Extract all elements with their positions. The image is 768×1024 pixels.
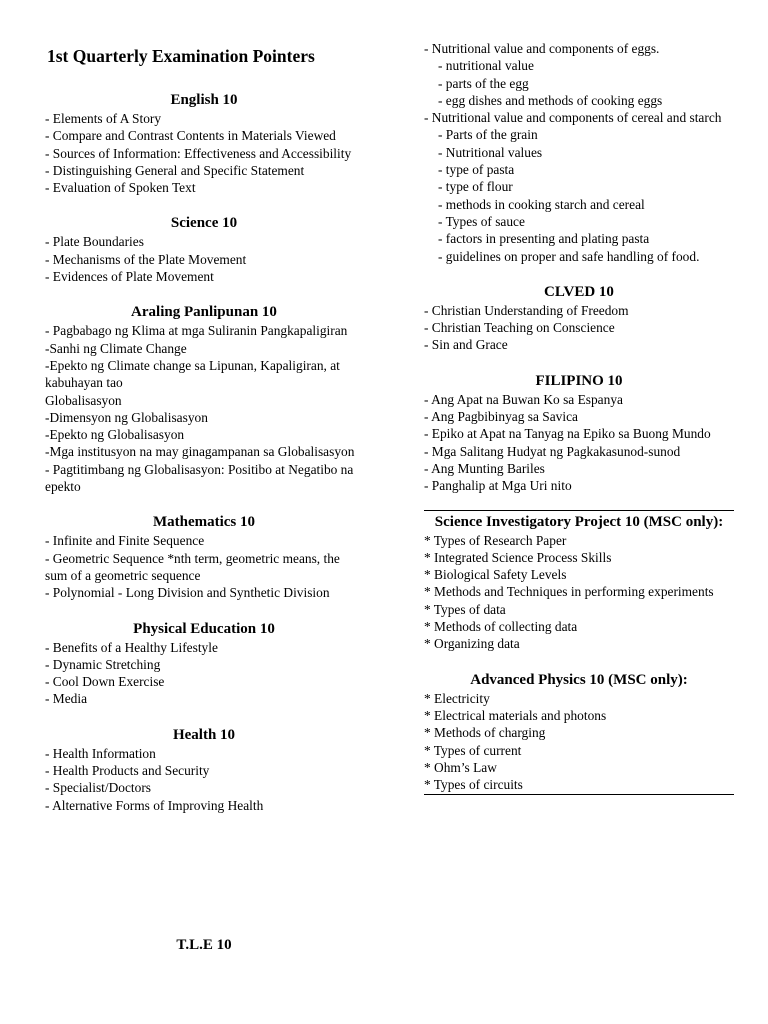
topic-item: - Infinite and Finite Sequence — [45, 533, 205, 549]
topic-item: - Benefits of a Healthy Lifestyle — [45, 639, 218, 655]
topic-item: * Types of current — [424, 742, 522, 758]
subtopic-item: - type of pasta — [438, 162, 515, 178]
section-physical-education — [45, 619, 363, 708]
topic-item: - Mga Salitang Hudyat ng Pagkakasunod-sunod — [424, 443, 681, 459]
section-clved — [424, 282, 734, 354]
topic-item: * Biological Safety Levels — [424, 567, 567, 583]
topic-list — [45, 110, 363, 196]
topic-item: * Methods of collecting data — [424, 619, 578, 635]
topic-item: - Specialist/Doctors — [45, 780, 151, 796]
topic-item: - Epiko at Apat na Tanyag na Epiko sa Buong Mundo — [424, 426, 711, 442]
subtopic-item: - egg dishes and methods of cooking eggs — [438, 92, 663, 108]
section-filipino — [424, 371, 734, 495]
topic-item: - Ang Pagbibinyag sa Savica — [424, 409, 578, 425]
topic-item: - Pagbabago ng Klima at mga Suliranin Pangkapaligiran — [45, 323, 348, 339]
topic-item: -Mga institusyon na may ginagampanan sa Globalisasyon — [45, 444, 355, 460]
section-heading: Araling Panlipunan 10 — [131, 304, 277, 321]
topic-item: - Ang Apat na Buwan Ko sa Espanya — [424, 391, 623, 407]
section-heading: T.L.E 10 — [176, 937, 232, 953]
topic-item: * Types of circuits — [424, 777, 523, 793]
tle-topic-list — [424, 40, 734, 265]
topic-item: - Sources of Information: Effectiveness and Accessibility — [45, 145, 352, 161]
subtopic-item: - Nutritional values — [438, 144, 543, 160]
subtopic-item: - nutritional value — [438, 58, 534, 74]
topic-item: - Panghalip at Mga Uri nito — [424, 478, 572, 494]
topic-item: * Types of Research Paper — [424, 532, 567, 548]
topic-list — [45, 745, 363, 814]
topic-item: - Cool Down Exercise — [45, 674, 165, 690]
document-title: 1st Quarterly Examination Pointers — [47, 46, 315, 66]
topic-item: - Dynamic Stretching — [45, 656, 161, 672]
topic-item: - Christian Teaching on Conscience — [424, 320, 615, 336]
topic-list — [424, 690, 734, 794]
topic-list — [45, 532, 363, 601]
topic-list — [424, 532, 734, 653]
topic-item: -Epekto ng Climate change sa Lipunan, Kapaligiran, at kabuhayan tao — [45, 357, 340, 391]
section-araling-panlipunan — [45, 302, 363, 495]
topic-item: * Types of data — [424, 601, 506, 617]
topic-item: * Electricity — [424, 690, 490, 706]
topic-item: - Evidences of Plate Movement — [45, 269, 214, 285]
topic-item: -Epekto ng Globalisasyon — [45, 427, 185, 443]
section-science — [45, 213, 363, 285]
topic-item: - Christian Understanding of Freedom — [424, 302, 629, 318]
topic-list — [45, 639, 363, 708]
section-heading: Science Investigatory Project 10 (MSC only): — [434, 513, 724, 530]
topic-item: - Mechanisms of the Plate Movement — [45, 251, 247, 267]
subtopic-item: - type of flour — [438, 179, 513, 195]
topic-item: * Electrical materials and photons — [424, 707, 607, 723]
topic-item: - Compare and Contrast Contents in Materials Viewed — [45, 128, 336, 144]
section-tle — [45, 935, 363, 955]
topic-item: Globalisasyon — [45, 392, 122, 408]
topic-item: - Health Products and Security — [45, 763, 210, 779]
section-heading: Physical Education 10 — [133, 620, 275, 637]
topic-item: - Ang Munting Bariles — [424, 460, 545, 476]
topic-list — [45, 233, 363, 285]
subtopic-item: - Types of sauce — [438, 213, 525, 229]
subtopic-item: - parts of the egg — [438, 75, 529, 91]
section-science-investigatory-project — [424, 510, 734, 653]
topic-item: - Nutritional value and components of cereal and starch — [424, 110, 722, 126]
topic-item: * Integrated Science Process Skills — [424, 549, 612, 565]
topic-item: - Media — [45, 691, 88, 707]
section-heading: Science 10 — [170, 215, 238, 232]
topic-item: - Elements of A Story — [45, 111, 162, 126]
section-heading: English 10 — [170, 92, 238, 108]
subtopic-item: - Parts of the grain — [438, 127, 538, 143]
topic-item: - Geometric Sequence *nth term, geometric means, the sum of a geometric sequence — [45, 550, 340, 583]
topic-item: - Evaluation of Spoken Text — [45, 180, 196, 196]
subtopic-item: - guidelines on proper and safe handling of food. — [438, 248, 700, 264]
section-english — [45, 90, 363, 196]
subtopic-item: - methods in cooking starch and cereal — [438, 196, 645, 212]
subtopic-item: - factors in presenting and plating pasta — [438, 231, 650, 247]
topic-item: -Dimensyon ng Globalisasyon — [45, 409, 208, 425]
section-heading: CLVED 10 — [544, 283, 614, 300]
section-health — [45, 725, 363, 814]
section-advanced-physics — [424, 670, 734, 796]
topic-item: - Health Information — [45, 745, 156, 761]
topic-list — [424, 302, 734, 354]
topic-item: * Methods and Techniques in performing experiments — [424, 584, 714, 600]
topic-item: - Polynomial - Long Division and Synthetic Division — [45, 585, 330, 601]
section-heading: FILIPINO 10 — [535, 372, 623, 389]
topic-item: -Sanhi ng Climate Change — [45, 340, 187, 356]
topic-list — [424, 391, 734, 495]
topic-item: - Alternative Forms of Improving Health — [45, 797, 264, 813]
section-heading: Mathematics 10 — [152, 514, 256, 531]
section-heading: Health 10 — [172, 726, 236, 743]
topic-item: * Ohm’s Law — [424, 759, 497, 775]
topic-item: - Plate Boundaries — [45, 234, 144, 250]
section-mathematics — [45, 512, 363, 601]
topic-item: - Pagtitimbang ng Globalisasyon: Positibo at Negatibo na epekto — [45, 461, 354, 495]
topic-item: * Methods of charging — [424, 725, 546, 741]
right-column — [424, 40, 734, 795]
topic-item: * Organizing data — [424, 636, 520, 652]
topic-item: - Sin and Grace — [424, 337, 508, 353]
topic-item: - Nutritional value and components of eggs. — [424, 41, 660, 56]
section-heading: Advanced Physics 10 (MSC only): — [470, 671, 688, 688]
left-column — [45, 40, 363, 814]
topic-item: - Distinguishing General and Specific Statement — [45, 162, 305, 178]
topic-list — [45, 322, 363, 495]
